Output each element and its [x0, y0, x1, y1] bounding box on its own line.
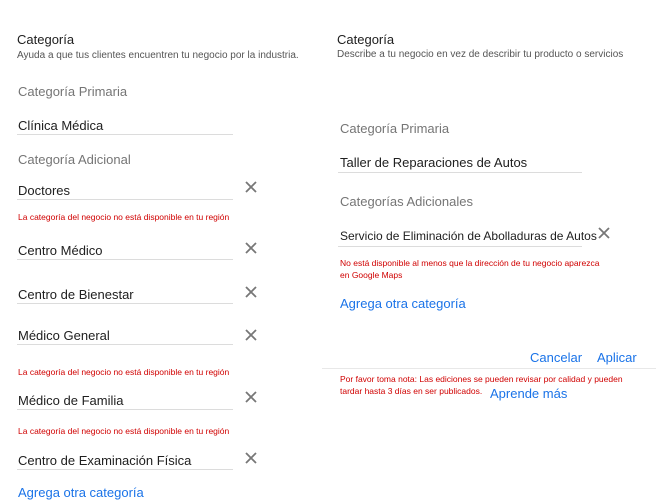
left-add-category-link[interactable]: Agrega otra categoría: [18, 485, 144, 500]
left-primary-field[interactable]: Clínica Médica: [18, 118, 104, 133]
right-additional-label: Categorías Adicionales: [340, 194, 473, 209]
right-primary-underline: [338, 172, 582, 173]
left-additional-label: Categoría Adicional: [18, 152, 131, 167]
left-error-message: La categoría del negocio no está disponible en tu región: [18, 367, 230, 377]
close-icon[interactable]: [244, 241, 258, 255]
right-error-message-line1: No está disponible al menos que la dirección de tu negocio aparezca: [340, 258, 600, 268]
left-field-underline: [17, 469, 233, 470]
left-additional-field[interactable]: Centro de Bienestar: [18, 287, 134, 302]
left-additional-field[interactable]: Doctores: [18, 183, 71, 198]
left-field-underline: [17, 344, 233, 345]
left-field-underline: [17, 303, 233, 304]
left-subtitle: Ayuda a que tus clientes encuentren tu negocio por la industria.: [17, 50, 299, 61]
right-add-category-link[interactable]: Agrega otra categoría: [340, 296, 466, 311]
left-title: Categoría: [17, 32, 75, 47]
left-field-underline: [17, 199, 233, 200]
left-additional-field[interactable]: Médico General: [18, 328, 110, 343]
right-subtitle: Describe a tu negocio en vez de describir tu producto o servicios: [337, 49, 624, 60]
close-icon[interactable]: [244, 180, 258, 194]
left-primary-label: Categoría Primaria: [18, 84, 128, 99]
cancel-button[interactable]: Cancelar: [530, 350, 583, 365]
left-error-message: La categoría del negocio no está disponible en tu región: [18, 212, 230, 222]
left-additional-field[interactable]: Médico de Familia: [18, 393, 124, 408]
right-additional-field[interactable]: Servicio de Eliminación de Abolladuras de Autos: [340, 229, 597, 243]
right-field-underline: [338, 246, 582, 247]
right-primary-label: Categoría Primaria: [340, 121, 450, 136]
right-title: Categoría: [337, 32, 395, 47]
close-icon[interactable]: [244, 451, 258, 465]
close-icon[interactable]: [244, 328, 258, 342]
quality-note-line1: Por favor toma nota: Las ediciones se pueden revisar por calidad y pueden: [340, 374, 623, 384]
close-icon[interactable]: [244, 285, 258, 299]
left-error-message: La categoría del negocio no está disponible en tu región: [18, 426, 230, 436]
apply-button[interactable]: Aplicar: [597, 350, 637, 365]
right-primary-field[interactable]: Taller de Reparaciones de Autos: [340, 155, 528, 170]
close-icon[interactable]: [597, 226, 611, 240]
left-field-underline: [17, 409, 233, 410]
learn-more-link[interactable]: Aprende más: [490, 386, 568, 401]
left-additional-field[interactable]: Centro Médico: [18, 243, 103, 258]
right-error-message-line2: en Google Maps: [340, 270, 403, 280]
left-additional-field[interactable]: Centro de Examinación Física: [18, 453, 192, 468]
dialog-divider: [322, 368, 656, 369]
quality-note-line2: tardar hasta 3 días en ser publicados.: [340, 386, 483, 396]
left-field-underline: [17, 259, 233, 260]
close-icon[interactable]: [244, 390, 258, 404]
left-primary-underline: [17, 134, 233, 135]
